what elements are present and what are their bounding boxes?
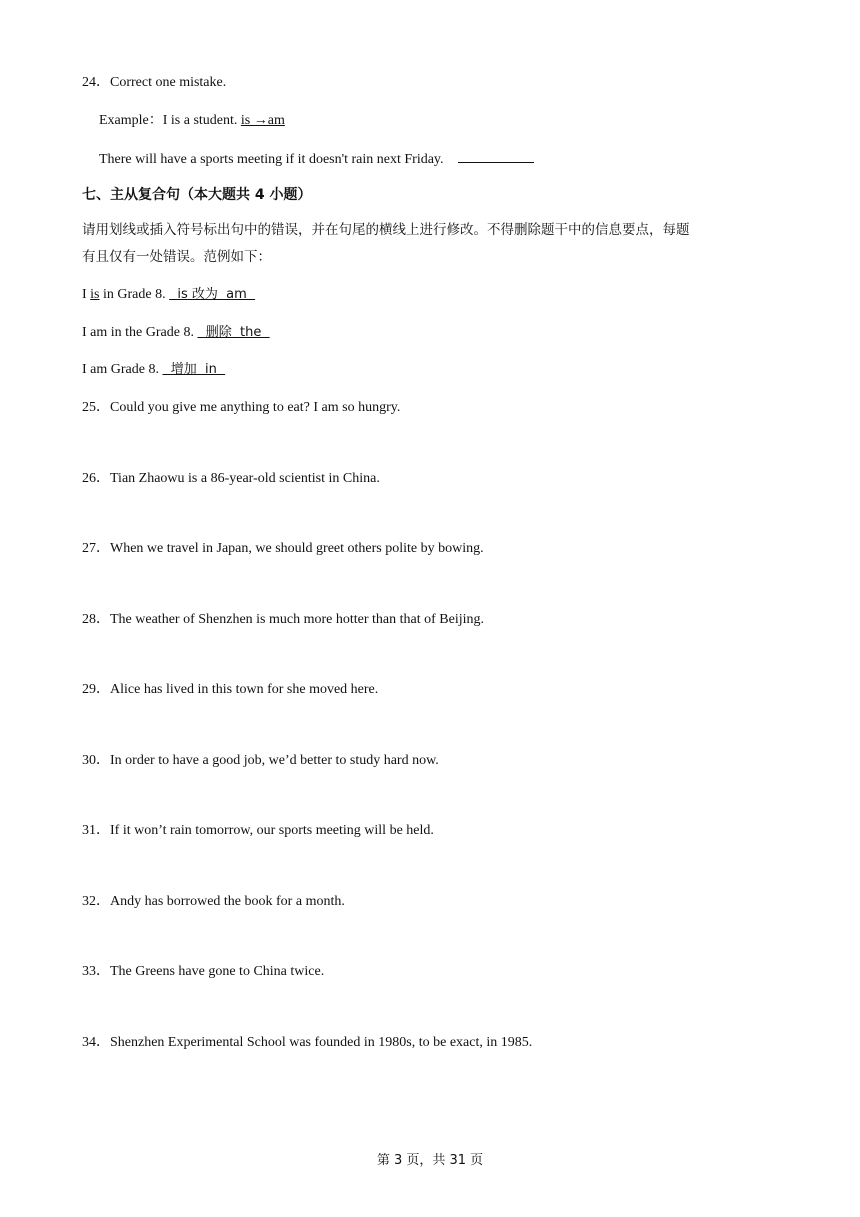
question-item	[82, 752, 439, 770]
question-number: 25．	[82, 400, 110, 415]
question-number: 28．	[82, 612, 110, 627]
question-text: The Greens have gone to China twice.	[110, 964, 325, 979]
question-number: 26．	[82, 471, 110, 486]
question-item	[82, 540, 484, 558]
question-item	[82, 1034, 532, 1052]
page-footer: 第 3 页，共 31 页	[376, 1153, 484, 1168]
question-number: 31．	[82, 823, 110, 838]
question-number: 32．	[82, 894, 110, 909]
question-text: Could you give me anything to eat? I am so hungry.	[110, 400, 401, 415]
section7-instruction-line1: 请用划线或插入符号标出句中的错误，并在句尾的横线上进行修改。不得删除题干中的信息要点，每题	[82, 222, 690, 238]
question-text: Shenzhen Experimental School was founded in 1980s, to be exact, in 1985.	[110, 1035, 533, 1050]
section7-heading: 七、主从复合句（本大题共 4 小题）	[82, 187, 312, 203]
q24-example-answer: is →am	[240, 113, 285, 128]
question-item	[82, 893, 345, 911]
question-text: Alice has lived in this town for she moved here.	[110, 682, 379, 697]
question-number: 30．	[82, 753, 110, 768]
q24-example-label: Example：I is a student.	[99, 113, 238, 128]
question-number: 27．	[82, 541, 110, 556]
q24-sentence	[99, 149, 534, 169]
question-text: Tian Zhaowu is a 86-year-old scientist in China.	[110, 471, 380, 486]
question-text: In order to have a good job, we’d better to study hard now.	[110, 753, 439, 768]
example3-text: I am Grade 8.	[82, 362, 159, 377]
question-item	[82, 822, 434, 840]
question-text: The weather of Shenzhen is much more hotter than that of Beijing.	[110, 612, 485, 627]
example1-fix: is 改为 am	[169, 287, 256, 302]
question-text: If it won’t rain tomorrow, our sports meeting will be held.	[110, 823, 434, 838]
q24-number: 24．	[82, 75, 110, 90]
q24-title-text: Correct one mistake.	[110, 75, 227, 90]
section7-example3	[82, 361, 225, 379]
question-item	[82, 611, 484, 629]
question-number: 29．	[82, 682, 110, 697]
q24-answer-blank[interactable]	[458, 149, 534, 163]
example1-pre: I	[82, 287, 91, 302]
q24-title	[82, 74, 226, 92]
section7-example1	[82, 286, 255, 304]
section7-example2	[82, 324, 270, 342]
example1-post: in Grade 8.	[99, 287, 166, 302]
question-text: Andy has borrowed the book for a month.	[110, 894, 345, 909]
question-text: When we travel in Japan, we should greet others polite by bowing.	[110, 541, 484, 556]
q24-sentence-text: There will have a sports meeting if it doesn't rain next Friday.	[99, 152, 444, 167]
q24-example	[99, 112, 285, 130]
section7-instruction-line2: 有且仅有一处错误。范例如下：	[82, 249, 271, 265]
question-number: 34．	[82, 1035, 110, 1050]
example2-text: I am in the Grade 8.	[82, 325, 194, 340]
question-item	[82, 681, 378, 699]
example3-fix: 增加 in	[162, 362, 226, 377]
question-number: 33．	[82, 964, 110, 979]
example1-word: is	[90, 287, 100, 302]
question-item	[82, 470, 380, 488]
example2-fix: 删除 the	[197, 325, 270, 340]
question-item	[82, 399, 400, 417]
question-item	[82, 963, 324, 981]
